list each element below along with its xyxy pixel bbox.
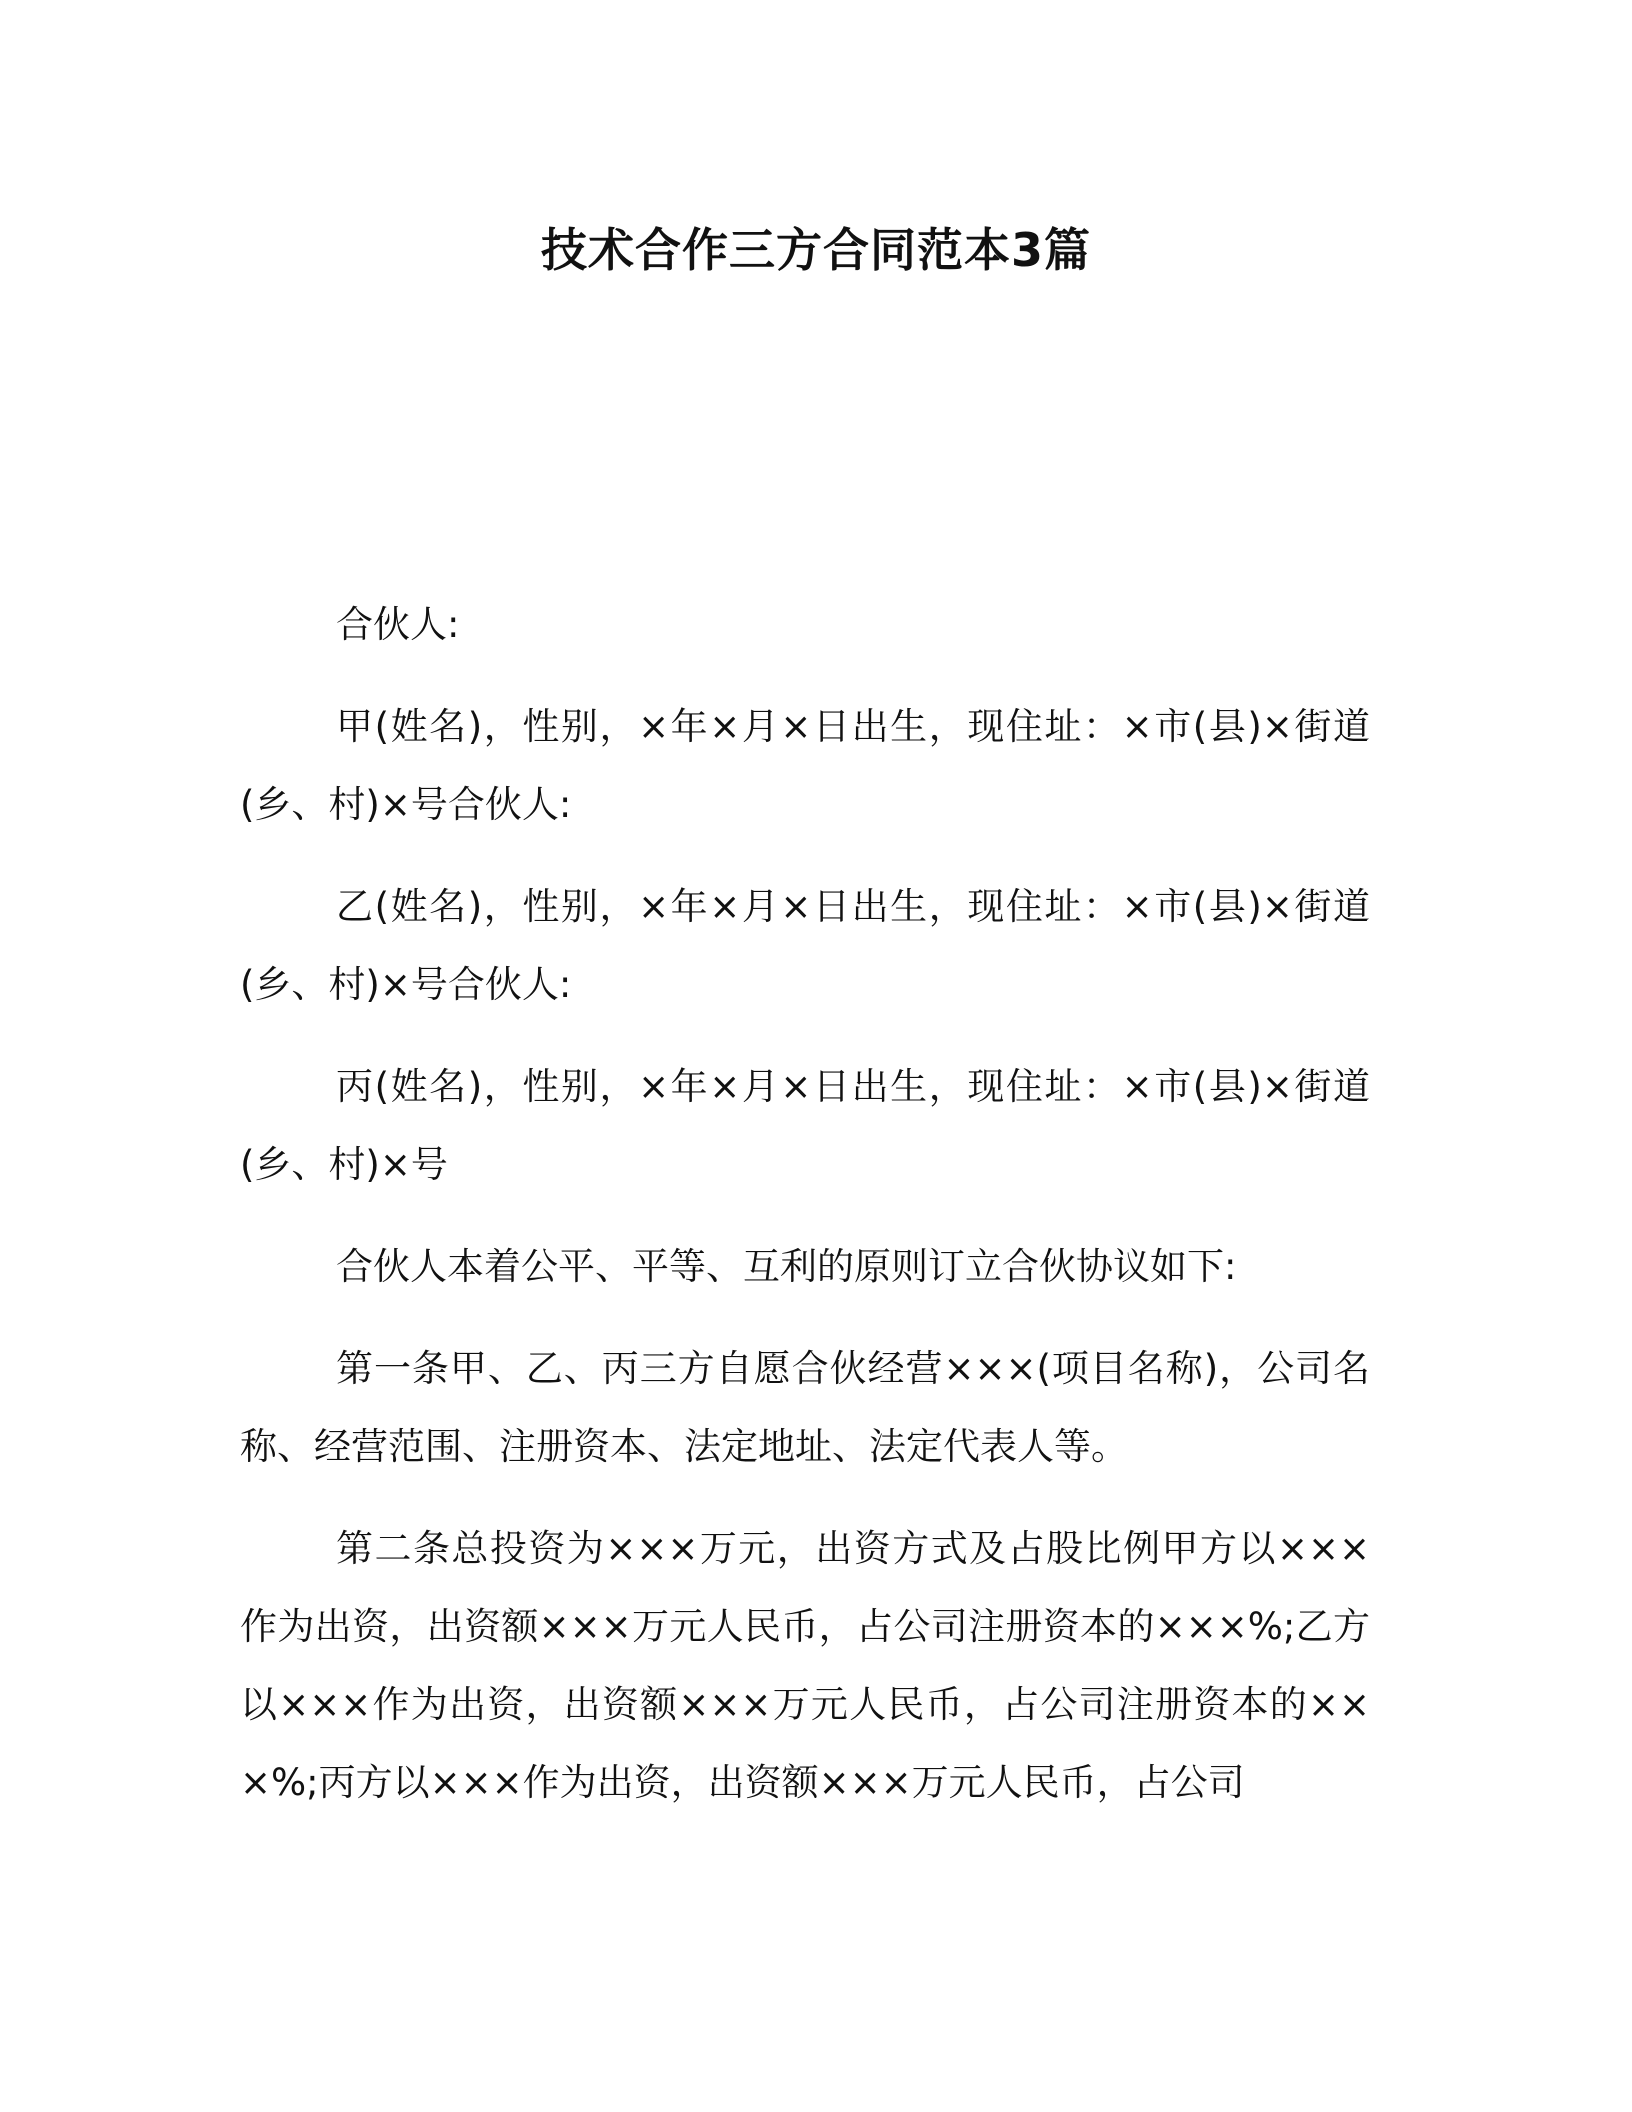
document-title: 技术合作三方合同范本3篇	[540, 223, 1091, 277]
paragraph-partners-heading: 合伙人:	[336, 603, 460, 646]
paragraph-party-c: 丙(姓名)，性别，×年×月×日出生，现住址：×市(县)×街道(乡、村)×号	[240, 1065, 1370, 1186]
paragraph-party-b: 乙(姓名)，性别，×年×月×日出生，现住址：×市(县)×街道(乡、村)×号合伙人:	[240, 885, 1370, 1006]
paragraph-party-a: 甲(姓名)，性别，×年×月×日出生，现住址：×市(县)×街道(乡、村)×号合伙人:	[240, 705, 1370, 826]
document-body	[240, 586, 1370, 1846]
paragraph-article-2: 第二条总投资为×××万元，出资方式及占股比例甲方以×××作为出资，出资额×××万元人民币，占公司注册资本的×××%;乙方以×××作为出资，出资额×××万元人民币，占公司注册资本的×××%;丙方以×××作为出资，出资额×××万元人民币，占公司	[240, 1527, 1370, 1804]
paragraph-principle: 合伙人本着公平、平等、互利的原则订立合伙协议如下:	[336, 1245, 1237, 1288]
paragraph-article-1: 第一条甲、乙、丙三方自愿合伙经营×××(项目名称)，公司名称、经营范围、注册资本、法定地址、法定代表人等。	[240, 1347, 1370, 1468]
